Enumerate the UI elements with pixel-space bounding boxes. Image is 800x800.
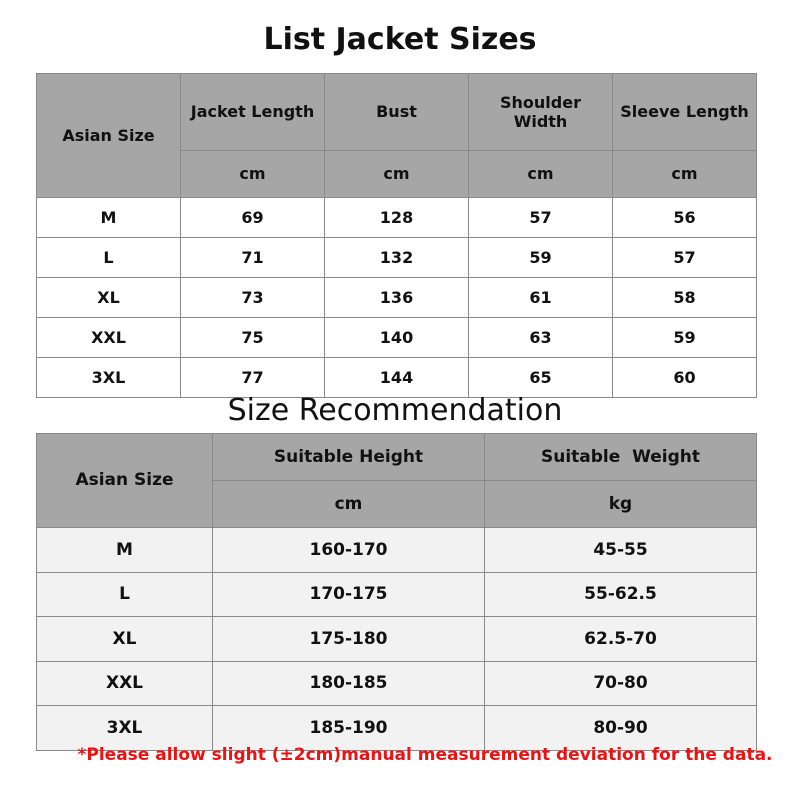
value-cell: 160-170	[213, 528, 485, 573]
size-recommendation-title: Size Recommendation	[227, 393, 563, 428]
value-cell: 60	[613, 358, 757, 398]
unit-cell: cm	[469, 151, 613, 198]
size-cell: 3XL	[37, 706, 213, 751]
value-cell: 59	[613, 318, 757, 358]
asian-size-header: Asian Size	[37, 74, 181, 198]
value-cell: 132	[325, 238, 469, 278]
column-header-jacket-length: Jacket Length	[181, 74, 325, 151]
value-cell: 170-175	[213, 572, 485, 617]
value-cell: 56	[613, 198, 757, 238]
value-cell: 57	[613, 238, 757, 278]
value-cell: 128	[325, 198, 469, 238]
value-cell: 70-80	[485, 661, 757, 706]
value-cell: 59	[469, 238, 613, 278]
value-cell: 80-90	[485, 706, 757, 751]
value-cell: 73	[181, 278, 325, 318]
size-cell: XL	[37, 278, 181, 318]
unit-cell: cm	[213, 481, 485, 528]
size-cell: XL	[37, 617, 213, 662]
unit-cell: cm	[613, 151, 757, 198]
value-cell: 71	[181, 238, 325, 278]
size-cell: L	[37, 238, 181, 278]
value-cell: 63	[469, 318, 613, 358]
jacket-size-table	[36, 73, 757, 398]
table-row	[37, 572, 757, 617]
table-row	[37, 528, 757, 573]
value-cell: 185-190	[213, 706, 485, 751]
table-row	[37, 318, 757, 358]
value-cell: 58	[613, 278, 757, 318]
size-recommendation-table	[36, 433, 757, 751]
unit-cell: cm	[325, 151, 469, 198]
size-cell: M	[37, 198, 181, 238]
table-row	[37, 358, 757, 398]
size-cell: 3XL	[37, 358, 181, 398]
column-header-shoulder-width: Shoulder Width	[469, 74, 613, 151]
value-cell: 62.5-70	[485, 617, 757, 662]
size-cell: XXL	[37, 661, 213, 706]
value-cell: 55-62.5	[485, 572, 757, 617]
table-row	[37, 617, 757, 662]
size-cell: L	[37, 572, 213, 617]
value-cell: 45-55	[485, 528, 757, 573]
value-cell: 136	[325, 278, 469, 318]
value-cell: 144	[325, 358, 469, 398]
value-cell: 75	[181, 318, 325, 358]
size-cell: M	[37, 528, 213, 573]
value-cell: 61	[469, 278, 613, 318]
value-cell: 175-180	[213, 617, 485, 662]
size-cell: XXL	[37, 318, 181, 358]
value-cell: 57	[469, 198, 613, 238]
value-cell: 180-185	[213, 661, 485, 706]
value-cell: 140	[325, 318, 469, 358]
table-row	[37, 661, 757, 706]
size-chart-title: List Jacket Sizes	[263, 22, 537, 57]
value-cell: 77	[181, 358, 325, 398]
value-cell: 65	[469, 358, 613, 398]
table-row	[37, 238, 757, 278]
measurement-deviation-note: *Please allow slight (±2cm)manual measurement deviation for the data.	[77, 745, 773, 765]
column-header-bust: Bust	[325, 74, 469, 151]
table-row	[37, 706, 757, 751]
value-cell: 69	[181, 198, 325, 238]
unit-cell: cm	[181, 151, 325, 198]
asian-size-header: Asian Size	[37, 434, 213, 528]
unit-cell: kg	[485, 481, 757, 528]
column-header-suitable-height: Suitable Height	[213, 434, 485, 481]
column-header-sleeve-length: Sleeve Length	[613, 74, 757, 151]
column-header-suitable-weight: Suitable Weight	[485, 434, 757, 481]
table-row	[37, 198, 757, 238]
table-row	[37, 278, 757, 318]
